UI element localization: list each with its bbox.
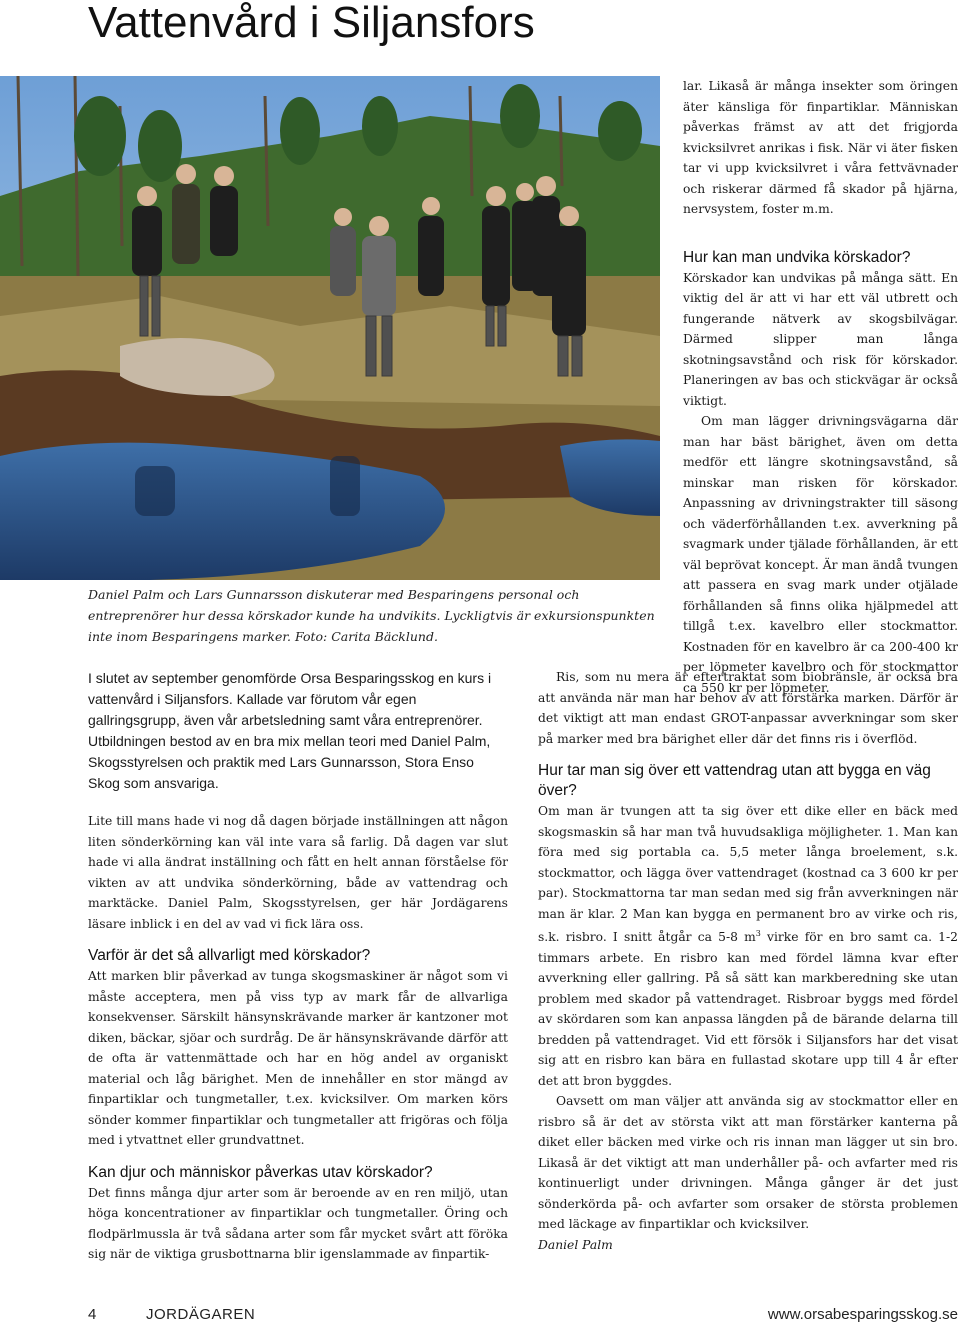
article-photo	[0, 76, 660, 580]
heading-avoid-damage: Hur kan man undvika körskador?	[683, 248, 911, 266]
crossing-paragraph-2: Oavsett om man väljer att använda sig av stockmattor eller en risbro så är det av största vikt att man förstärker kanterna på diket eller bäcken med virke och ris innan man lägger ut sin bro. Likaså är det viktigt att man underhåller på- och avfarter med ris kontinuerligt under drivningen. Många gånger är det just sönderkörda på- och avfarter som orsaker de största problemen med läckage av finpartiklar och kvicksilver.	[538, 1094, 958, 1232]
author-signature: Daniel Palm	[538, 1237, 613, 1252]
body-why-serious: Att marken blir påverkad av tunga skogsmaskiner är något som vi måste acceptera, men på viss typ av mark får de allvarliga konsekvenser. Särskilt hänsynskrävande marker är kantzoner mot diken, bäckar, sjöar och surdråg. De är hänsynskrävande därför att de ofta är vattenmättade och har en hög andel av organiskt material och låg bärighet. Men de innehåller en stor mängd av finpartiklar och tungmetaller, t.ex. kvicksilver. Om marken körs sönder kommer finpartiklar och tungmetaller att frigöras och följa med i ytvattnet eller grundvattnet.	[88, 969, 508, 1147]
right-column	[683, 76, 958, 698]
bottom-right-column	[538, 667, 958, 1255]
magazine-name: JORDÄGAREN	[146, 1306, 256, 1323]
heading-animals-people: Kan djur och människor påverkas utav körskador?	[88, 1163, 433, 1181]
crossing-paragraph-1: Om man är tvungen att ta sig över ett dike eller en bäck med skogsmaskin så har man två huvudsakliga möjligheter. 1. Man kan föra med sig portabla ca. 5,5 meter långa broelement, s.k. stockmattor, och lägga över vattendraget (kostnad ca 3 600 kr per par). Stockmattorna tar man sedan med sig från avverkningen när man är klar. 2 Man kan bygga en permanent bro av virke och ris, s.k. risbro. I snitt åtgår ca 5-8 $m^3$ virke för en bro samt ca. 1-2 timmars arbete. En risbro kan med fördel lämna kvar efter avverkning eller gallring. På så sätt kan markberedning ske utan problem med skador på vattendraget. Risbroar byggs med fördel av skördaren som kan anpassa längden på de bärande delarna till bredden på vattendraget. Vid ett försök i Siljansfors har det visat sig att en risbro kan bära en fullastad skotare upp till 4 år efter det att bron byggdes.	[538, 804, 958, 1088]
intro-paragraph: Lite till mans hade vi nog då dagen började inställningen att någon liten sönderkörning kan väl inte vara så farlig. Då dagen var slut hade vi alla ändrat inställning och fått en helt annan förståelse för vikten av att undvika sönderkörning, både av vattendrag och marktäcke. Daniel Palm, Skogsstyrelsen, ger här Jordägarens läsare inblick i en del av vad vi fick lära oss.	[88, 814, 508, 931]
ris-paragraph: Ris, som nu mera är eftertraktat som biobränsle, är också bra att använda när man har behov av att förstärka marken. Därför är det viktigt att man endast GROT-anpassar avverkningar som sker på marker med bra bärighet eller där det finns ris i överflöd.	[538, 670, 958, 746]
heading-crossing: Hur tar man sig över ett vattendrag utan att bygga en väg över?	[538, 762, 931, 799]
photo-caption: Daniel Palm och Lars Gunnarsson diskuterar med Besparingens personal och entreprenörer hur dessa körskador kunde ha undvikits. Lyckligtvis är exkursionspunkten inte inom Besparingens marker. Foto: Carita Bäcklund.	[88, 587, 655, 644]
avoid-paragraph-2: Om man lägger drivningsvägarna där man har bäst bärighet, även om detta medför ett längre skotningsavstånd, så minskar man risken för körskador. Anpassning av drivningstrakter till säsong och väderförhållanden t.ex. avverkning på svagmark under tjälade förhållanden, är ett väl beprövat koncept. Är man ändå tvungen att passera en svag mark under otjälade förhållanden så finns olika hjälpmedel att tillgå t.ex. kavelbro eller stockmattor. Kostnaden för en kavelbro är ca 200-400 kr per löpmeter kavelbro och för stockmattor ca 550 kr per löpmeter.	[683, 414, 958, 695]
page-number: 4	[88, 1306, 97, 1323]
lead-paragraph: I slutet av september genomförde Orsa Besparingsskog en kurs i vattenvård i Siljansfors. Kallade var förutom vår egen gallringsgrupp, även vår arbetsledning samt våra entreprenörer. Utbildningen bestod av en bra mix mellan teori med Daniel Palm, Skogsstyrelsen och praktik med Lars Gunnarsson, Stora Enso Skog som ansvariga.	[88, 670, 492, 791]
left-column	[88, 811, 508, 1265]
website-url: www.orsabesparingsskog.se	[767, 1306, 958, 1323]
continued-paragraph: lar. Likaså är många insekter som öringen äter känsliga för finpartiklar. Människan påverkas främst av att det frigjorda kvicksilvret anrikas i fisk. När vi äter fisken tar vi upp kvicksilvret i våra fettvävnader och riskerar därmed få skador på hjärna, nervsystem, foster m.m.	[683, 79, 958, 216]
heading-why-serious: Varför är det så allvarligt med körskador?	[88, 947, 371, 964]
article-title: Vattenvård i Siljansfors	[88, 0, 535, 47]
avoid-paragraph-1: Körskador kan undvikas på många sätt. En viktig del är att vi har ett väl utbrett och fungerande nätverk av skogsbilvägar. Därmed slipper man långa skotningsavstånd och risk för körskador. Planeringen av bas och stickvägar är också viktigt.	[683, 270, 958, 408]
body-animals-people: Det finns många djur arter som är beroende av en ren miljö, utan höga koncentrationer av finpartiklar och tungmetaller. Öring och flodpärlmussla är två sådana arter som får mycket svårt att föröka sig när de viktiga grusbottnarna blir igenslammade av finpartik-	[88, 1185, 508, 1261]
